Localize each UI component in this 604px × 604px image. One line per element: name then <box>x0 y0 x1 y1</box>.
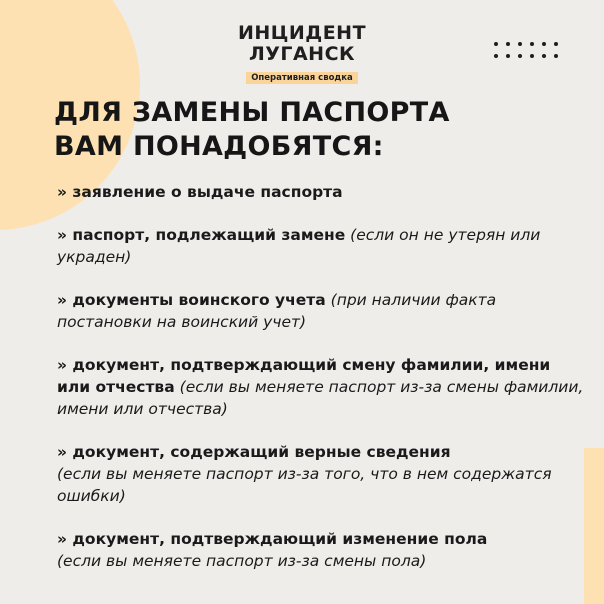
list-item <box>57 181 587 203</box>
dot <box>506 42 510 46</box>
item-title: » документ, подтверждающий смену фамилии, имени или отчества <box>57 356 551 396</box>
decorative-dots <box>494 42 561 58</box>
decorative-side-bar <box>584 448 604 604</box>
item-note: (если вы меняете паспорт из-за смены пола) <box>57 552 427 570</box>
dot <box>494 54 498 58</box>
dot <box>530 42 534 46</box>
heading-line-2: ВАМ ПОНАДОБЯТСЯ: <box>54 131 384 162</box>
dot <box>530 54 534 58</box>
brand-tagline: Оперативная сводка <box>246 72 358 84</box>
list-item <box>57 441 587 507</box>
item-title: » документ, содержащий верные сведения <box>57 443 451 461</box>
item-note: (если вы меняете паспорт из-за смены фамилии, имени или отчества) <box>57 378 584 418</box>
dot <box>542 42 546 46</box>
item-note: (при наличии факта постановки на воинский учет) <box>57 291 497 331</box>
item-title: » заявление о выдаче паспорта <box>57 183 343 201</box>
list-item <box>57 289 587 333</box>
document-list <box>57 181 587 593</box>
item-title: » паспорт, подлежащий замене <box>57 226 346 244</box>
brand-line-1: ИНЦИДЕНТ <box>237 22 367 44</box>
item-note: (если вы меняете паспорт из-за того, что в нем содержатся ошибки) <box>57 465 552 505</box>
list-item <box>57 224 587 268</box>
dot <box>518 42 522 46</box>
dot <box>506 54 510 58</box>
dot <box>518 54 522 58</box>
list-item <box>57 528 587 572</box>
dot <box>554 42 558 46</box>
item-title: » документ, подтверждающий изменение пола <box>57 530 488 548</box>
dot <box>542 54 546 58</box>
item-note: (если он не утерян или украден) <box>57 226 541 266</box>
brand-line-2: ЛУГАНСК <box>248 43 356 65</box>
dot <box>494 42 498 46</box>
dot <box>554 54 558 58</box>
list-item <box>57 354 587 420</box>
heading-line-1: ДЛЯ ЗАМЕНЫ ПАСПОРТА <box>54 97 450 128</box>
item-title: » документы воинского учета <box>57 291 326 309</box>
page-heading <box>54 96 574 164</box>
